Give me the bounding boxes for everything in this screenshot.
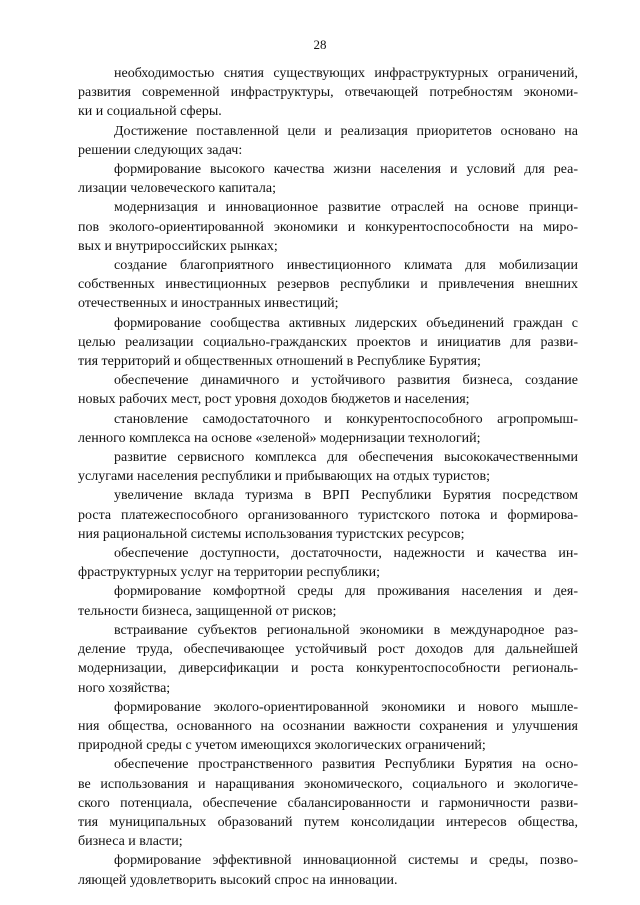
text-line: ве использования и наращивания экономического, социального и экологиче- [78,776,578,792]
text-line: природной среды с учетом имеющихся экологических ограничений; [78,738,486,754]
paragraph [78,314,578,372]
text-line: формирование эффективной инновационной системы и среды, позво- [114,853,578,869]
text-line: отечественных и иностранных инвестиций; [78,296,339,312]
text-line: собственных инвестиционных резервов республики и привлечения внешних [78,277,578,293]
text-line: фраструктурных услуг на территории республики; [78,565,380,581]
paragraph [78,448,578,486]
text-line: целью реализации социально-гражданских проектов и инициатив для разви- [78,334,578,350]
paragraph [78,371,578,409]
text-line: обеспечение динамичного и устойчивого развития бизнеса, создание [114,373,578,389]
paragraph [78,755,578,851]
text-line: Достижение поставленной цели и реализация приоритетов основано на [114,123,578,139]
text-line: бизнеса и власти; [78,834,183,850]
paragraph [78,486,578,544]
text-line: становление самодостаточного и конкурентоспособного агропромыш- [114,411,578,427]
text-line: роста платежеспособного организованного туристского потока и формирова- [78,507,578,523]
text-line: ки и социальной сферы. [78,104,222,120]
paragraph [78,621,578,698]
text-line: ленного комплекса на основе «зеленой» модернизации технологий; [78,430,481,446]
paragraph [78,410,578,448]
paragraph [78,64,578,122]
text-line: ского потенциала, обеспечение сбалансированности и гармоничности разви- [78,795,578,811]
text-line: вых и внутрироссийских рынках; [78,238,278,254]
text-line: обеспечение доступности, достаточности, надежности и качества ин- [114,546,578,562]
text-line: создание благоприятного инвестиционного климата для мобилизации [114,258,578,274]
text-line: тия территорий и общественных отношений в Республике Бурятия; [78,354,481,370]
paragraph [78,544,578,582]
paragraph [78,851,578,889]
text-line: формирование комфортной среды для проживания населения и дея- [114,584,578,600]
text-line: необходимостью снятия существующих инфраструктурных ограничений, [114,66,578,81]
paragraph [78,122,578,160]
text-line: формирование эколого-ориентированной экономики и нового мышле- [114,699,578,715]
paragraph [78,698,578,756]
text-line: лизации человеческого капитала; [78,181,276,197]
text-line: пов эколого-ориентированной экономики и конкурентоспособности на миро- [78,219,578,235]
document-body [78,64,578,890]
text-line: модернизация и инновационное развитие отраслей на основе принци- [114,200,578,216]
page-number: 28 [313,37,327,52]
text-line: модернизации, диверсификации и роста конкурентоспособности региональ- [78,661,578,677]
text-line: формирование сообщества активных лидерских объединений граждан с [114,315,578,331]
text-line: ния общества, основанного на осознании важности сохранения и улучшения [78,718,578,734]
text-line: развитие сервисного комплекса для обеспечения высококачественными [114,450,578,466]
text-line: тия муниципальных образований путем консолидации интересов общества, [78,814,578,830]
text-line: тельности бизнеса, защищенной от рисков; [78,603,337,619]
paragraph [78,582,578,620]
text-line: ляющей удовлетворить высокий спрос на инновации. [78,872,398,888]
text-line: решении следующих задач: [78,142,243,158]
text-line: обеспечение пространственного развития Республики Бурятия на осно- [114,757,578,773]
text-line: деление труда, обеспечивающее устойчивый рост доходов для дальнейшей [78,642,578,658]
text-line: новых рабочих мест, рост уровня доходов бюджетов и населения; [78,392,470,408]
text-line: увеличение вклада туризма в ВРП Республики Бурятия посредством [114,488,578,504]
text-line: развития современной инфраструктуры, отвечающей потребностям экономи- [78,85,578,101]
paragraph [78,198,578,256]
text-line: встраивание субъектов региональной экономики в международное раз- [114,622,578,638]
text-line: формирование высокого качества жизни населения и условий для реа- [114,162,578,178]
paragraph [78,256,578,314]
text-line: ного хозяйства; [78,680,171,696]
text-line: ния рациональной системы использования туристских ресурсов; [78,526,465,542]
paragraph [78,160,578,198]
text-line: услугами населения республики и прибывающих на отдых туристов; [78,469,491,485]
